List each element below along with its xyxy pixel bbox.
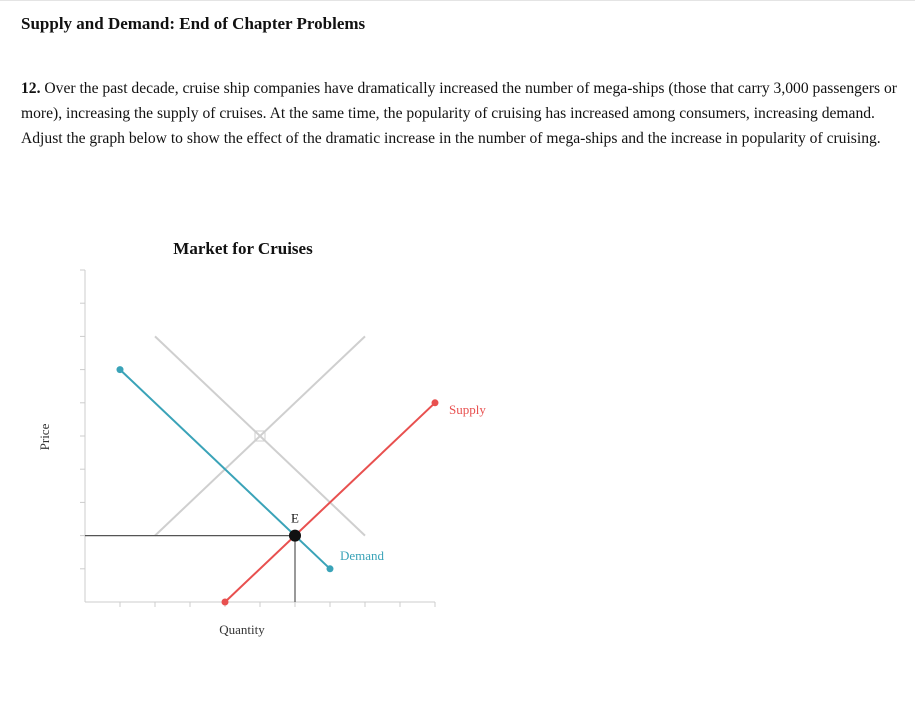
demand-handle-start[interactable] — [117, 366, 124, 373]
problem-text: Over the past decade, cruise ship companies have dramatically increased the number of mega-ships (those that carry 3,000 passengers or more), increasing the supply of cruises. At the same time, the popularity of cruising has increased among consumers, increasing demand. Adjust the graph below to show the effect of the dramatic increase in the number of mega-ships and the increase in popularity of cruising. — [21, 80, 897, 147]
curve-series[interactable] — [117, 366, 487, 605]
x-axis-label: Quantity — [219, 622, 265, 637]
y-axis-label: Price — [37, 423, 52, 451]
page-heading: Supply and Demand: End of Chapter Problems — [21, 14, 366, 33]
demand-label: Demand — [340, 547, 385, 563]
equilibrium-guides — [85, 536, 295, 602]
chart-title: Market for Cruises — [173, 239, 313, 258]
supply-handle-end[interactable] — [432, 399, 439, 406]
supply-handle-start[interactable] — [222, 599, 229, 606]
reference-curves — [155, 336, 365, 535]
equilibrium-point[interactable] — [289, 530, 301, 542]
demand-handle-end[interactable] — [327, 565, 334, 572]
problem-number: 12. — [21, 80, 41, 97]
supply-label: Supply — [449, 401, 486, 417]
equilibrium-label: E — [291, 510, 299, 526]
equilibrium-group[interactable] — [289, 511, 301, 542]
